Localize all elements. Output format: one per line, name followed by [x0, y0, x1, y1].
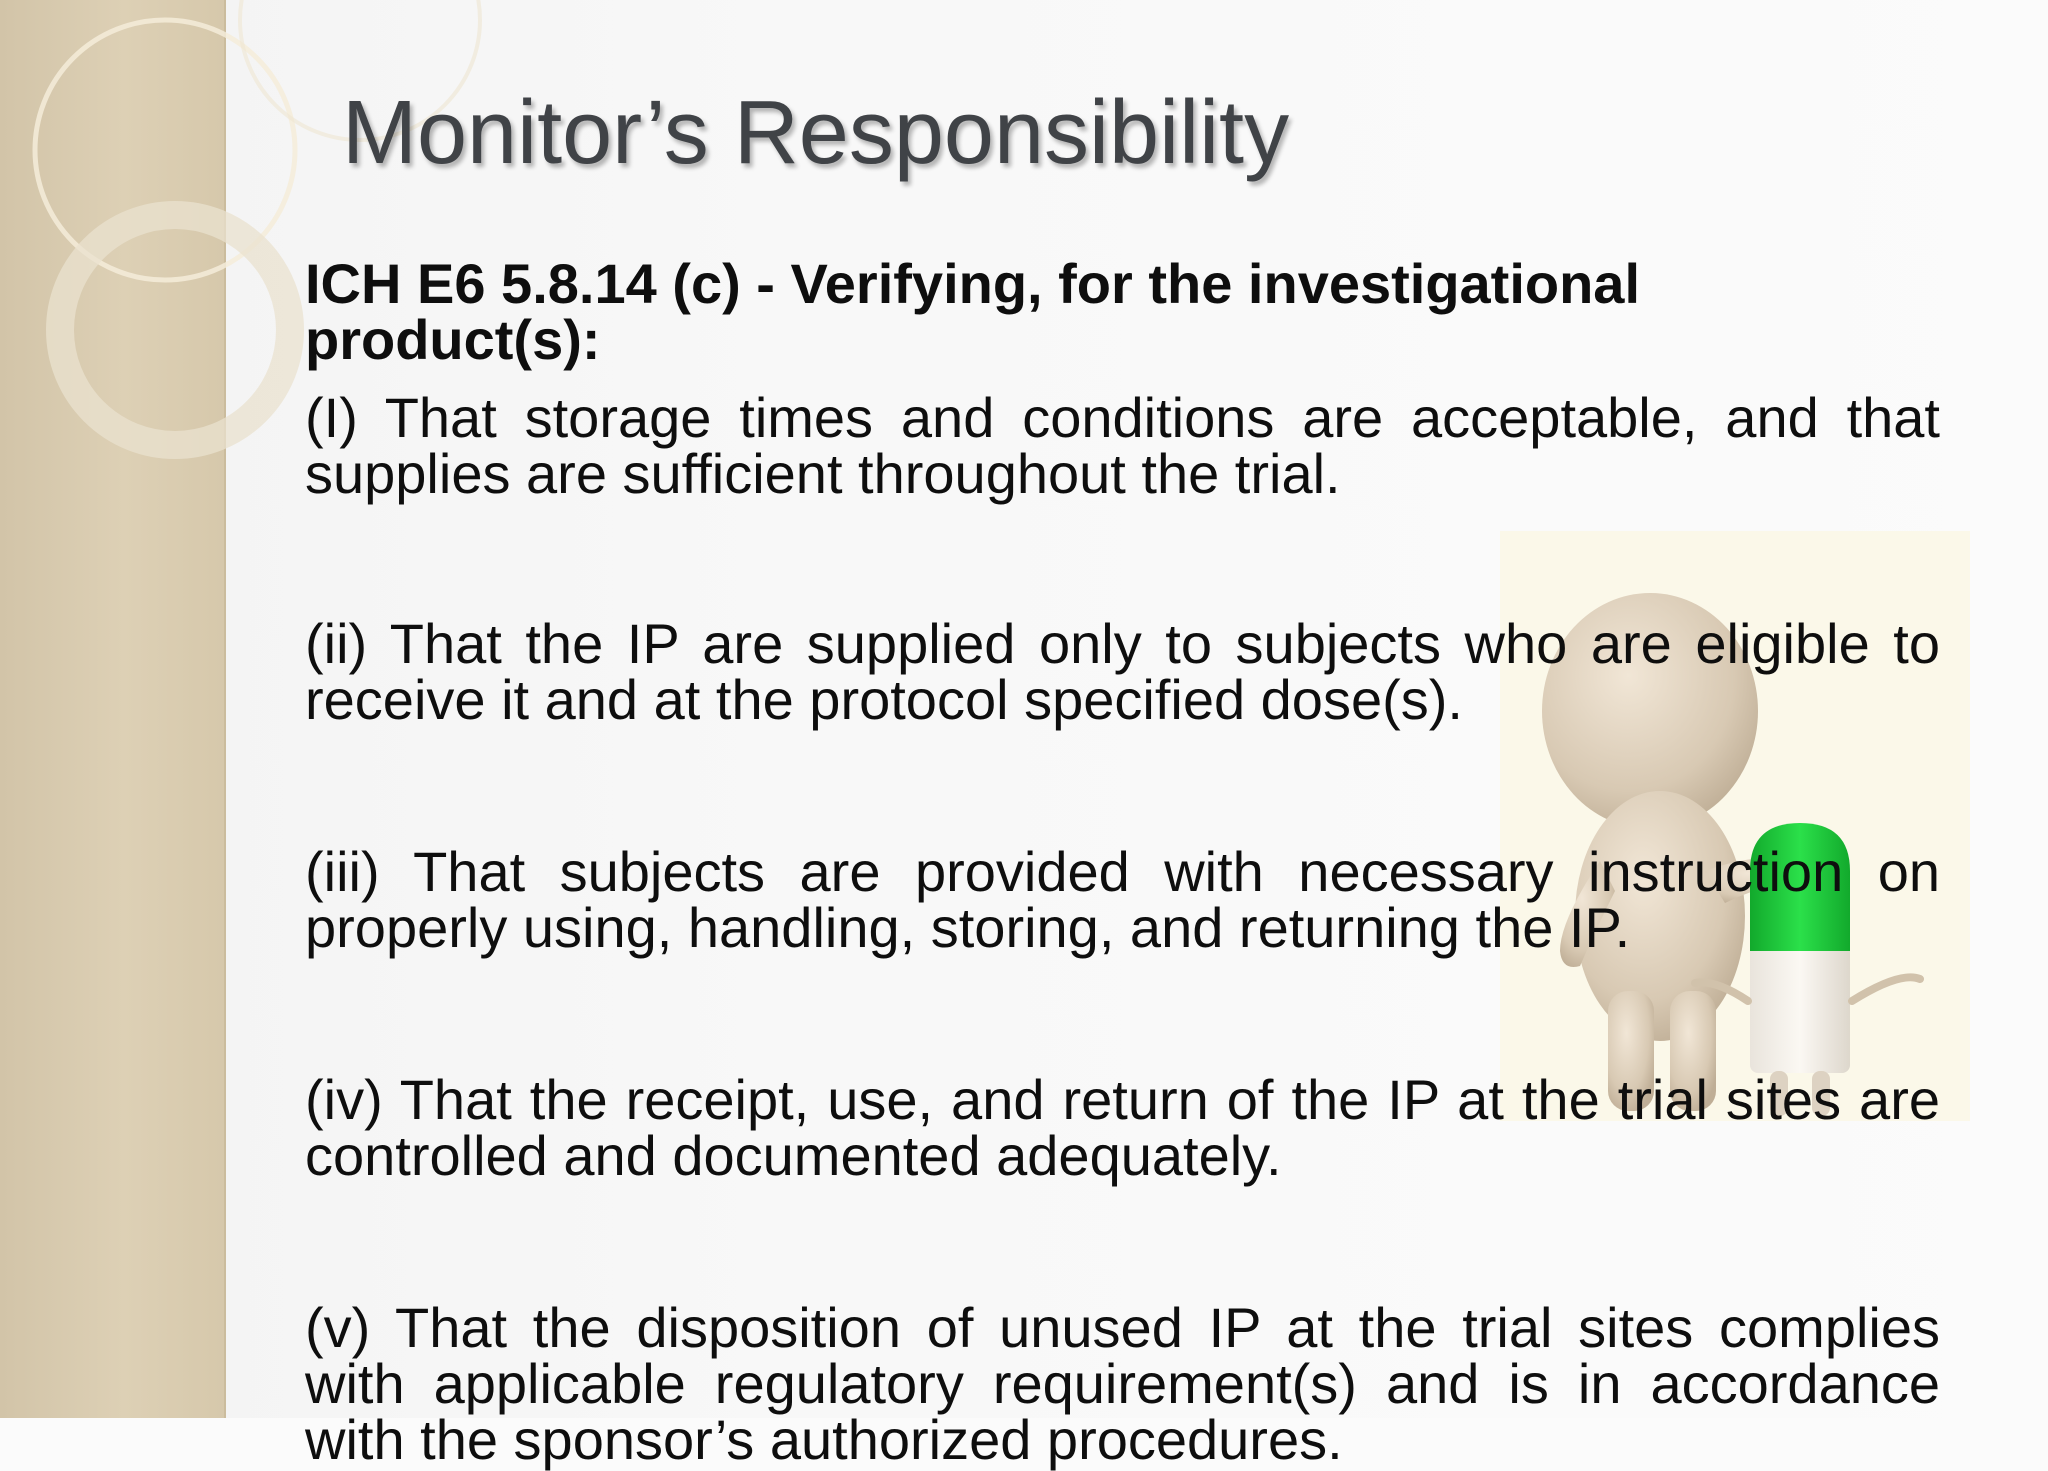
list-item: (v) That the disposition of unused IP at the trial sites complies with applicable regulatory requirement(s) and is in accordance with the sponsor’s authorized procedures. — [305, 1296, 1940, 1471]
slide-content — [305, 252, 1940, 1471]
list-item: (ii) That the IP are supplied only to subjects who are eligible to receive it and at the protocol specified dose(s). — [305, 612, 1940, 731]
list-item: (I) That storage times and conditions are acceptable, and that supplies are sufficient throughout the trial. — [305, 386, 1940, 505]
slide-title: Monitor’s Responsibility — [342, 83, 1290, 183]
list-item: (iv) That the receipt, use, and return of the IP at the trial sites are controlled and documented adequately. — [305, 1068, 1940, 1187]
content-heading: ICH E6 5.8.14 (c) - Verifying, for the investigational product(s): — [305, 252, 1641, 371]
list-item: (iii) That subjects are provided with necessary instruction on properly using, handling, storing, and returning the IP. — [305, 840, 1940, 959]
decorative-side-band — [0, 0, 226, 1418]
